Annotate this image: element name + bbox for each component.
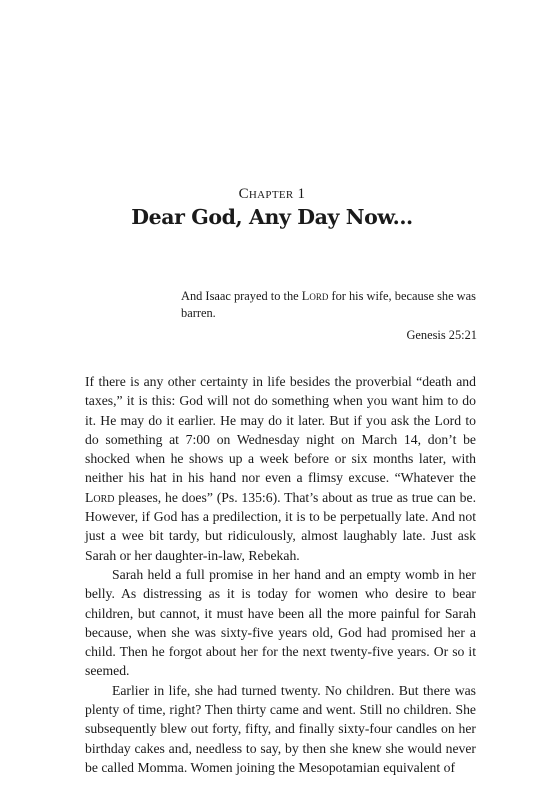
epigraph [181,288,477,344]
paragraph-2: Sarah held a full promise in her hand and an empty womb in her belly. As distressing as it is today for women who desire to bear children, but cannot, it must have been all the more painful for Sarah because, when she was sixty-five years old, God had promised her a child. Then he forgot about her for the next twenty-five years. Or so it seemed. [85,566,476,679]
epigraph-text [181,288,477,321]
body-text [85,372,476,777]
paragraph-1-part2: pleases, he does” (Ps. 135:6). That’s about as true as true can be. However, if God has a predilection, it is to be perpetually late. And not just a wee bit tardy, but ridiculously, almost laughably late. Just ask Sarah or her daughter-in-law, Rebekah. [85,489,476,563]
epigraph-text-part2: for his wife, because she was barren. [181,289,476,320]
paragraph-1-lord: Lord [85,489,115,505]
chapter-title: Dear God, Any Day Now... [131,205,413,229]
epigraph-reference: Genesis 25:21 [406,328,477,342]
paragraph-1 [85,372,476,565]
paragraph-3: Earlier in life, she had turned twenty. No children. But there was plenty of time, right? Then thirty came and went. Still no children. She subsequently blew out forty, fifty, and finally sixty-four candles on her birthday cakes and, needless to say, by then she knew she would never be called Momma. Women joining the Mesopotamian equivalent of [85,682,476,775]
epigraph-text-part1: And Isaac prayed to the [181,289,302,303]
chapter-label: Chapter 1 [238,186,306,202]
paragraph-1-part1: If there is any other certainty in life besides the proverbial “death and taxes,” it is this: God will not do something when you want him to do it. He may do it earlier. He may do it later. But if you ask the Lord to do something at 7:00 on Wednesday night on March 14, don’t be shocked when he shows up a week before or six months later, with neither his hat in his hand nor even a flimsy excuse. “Whatever the [85,374,476,486]
epigraph-lord: Lord [301,289,329,303]
